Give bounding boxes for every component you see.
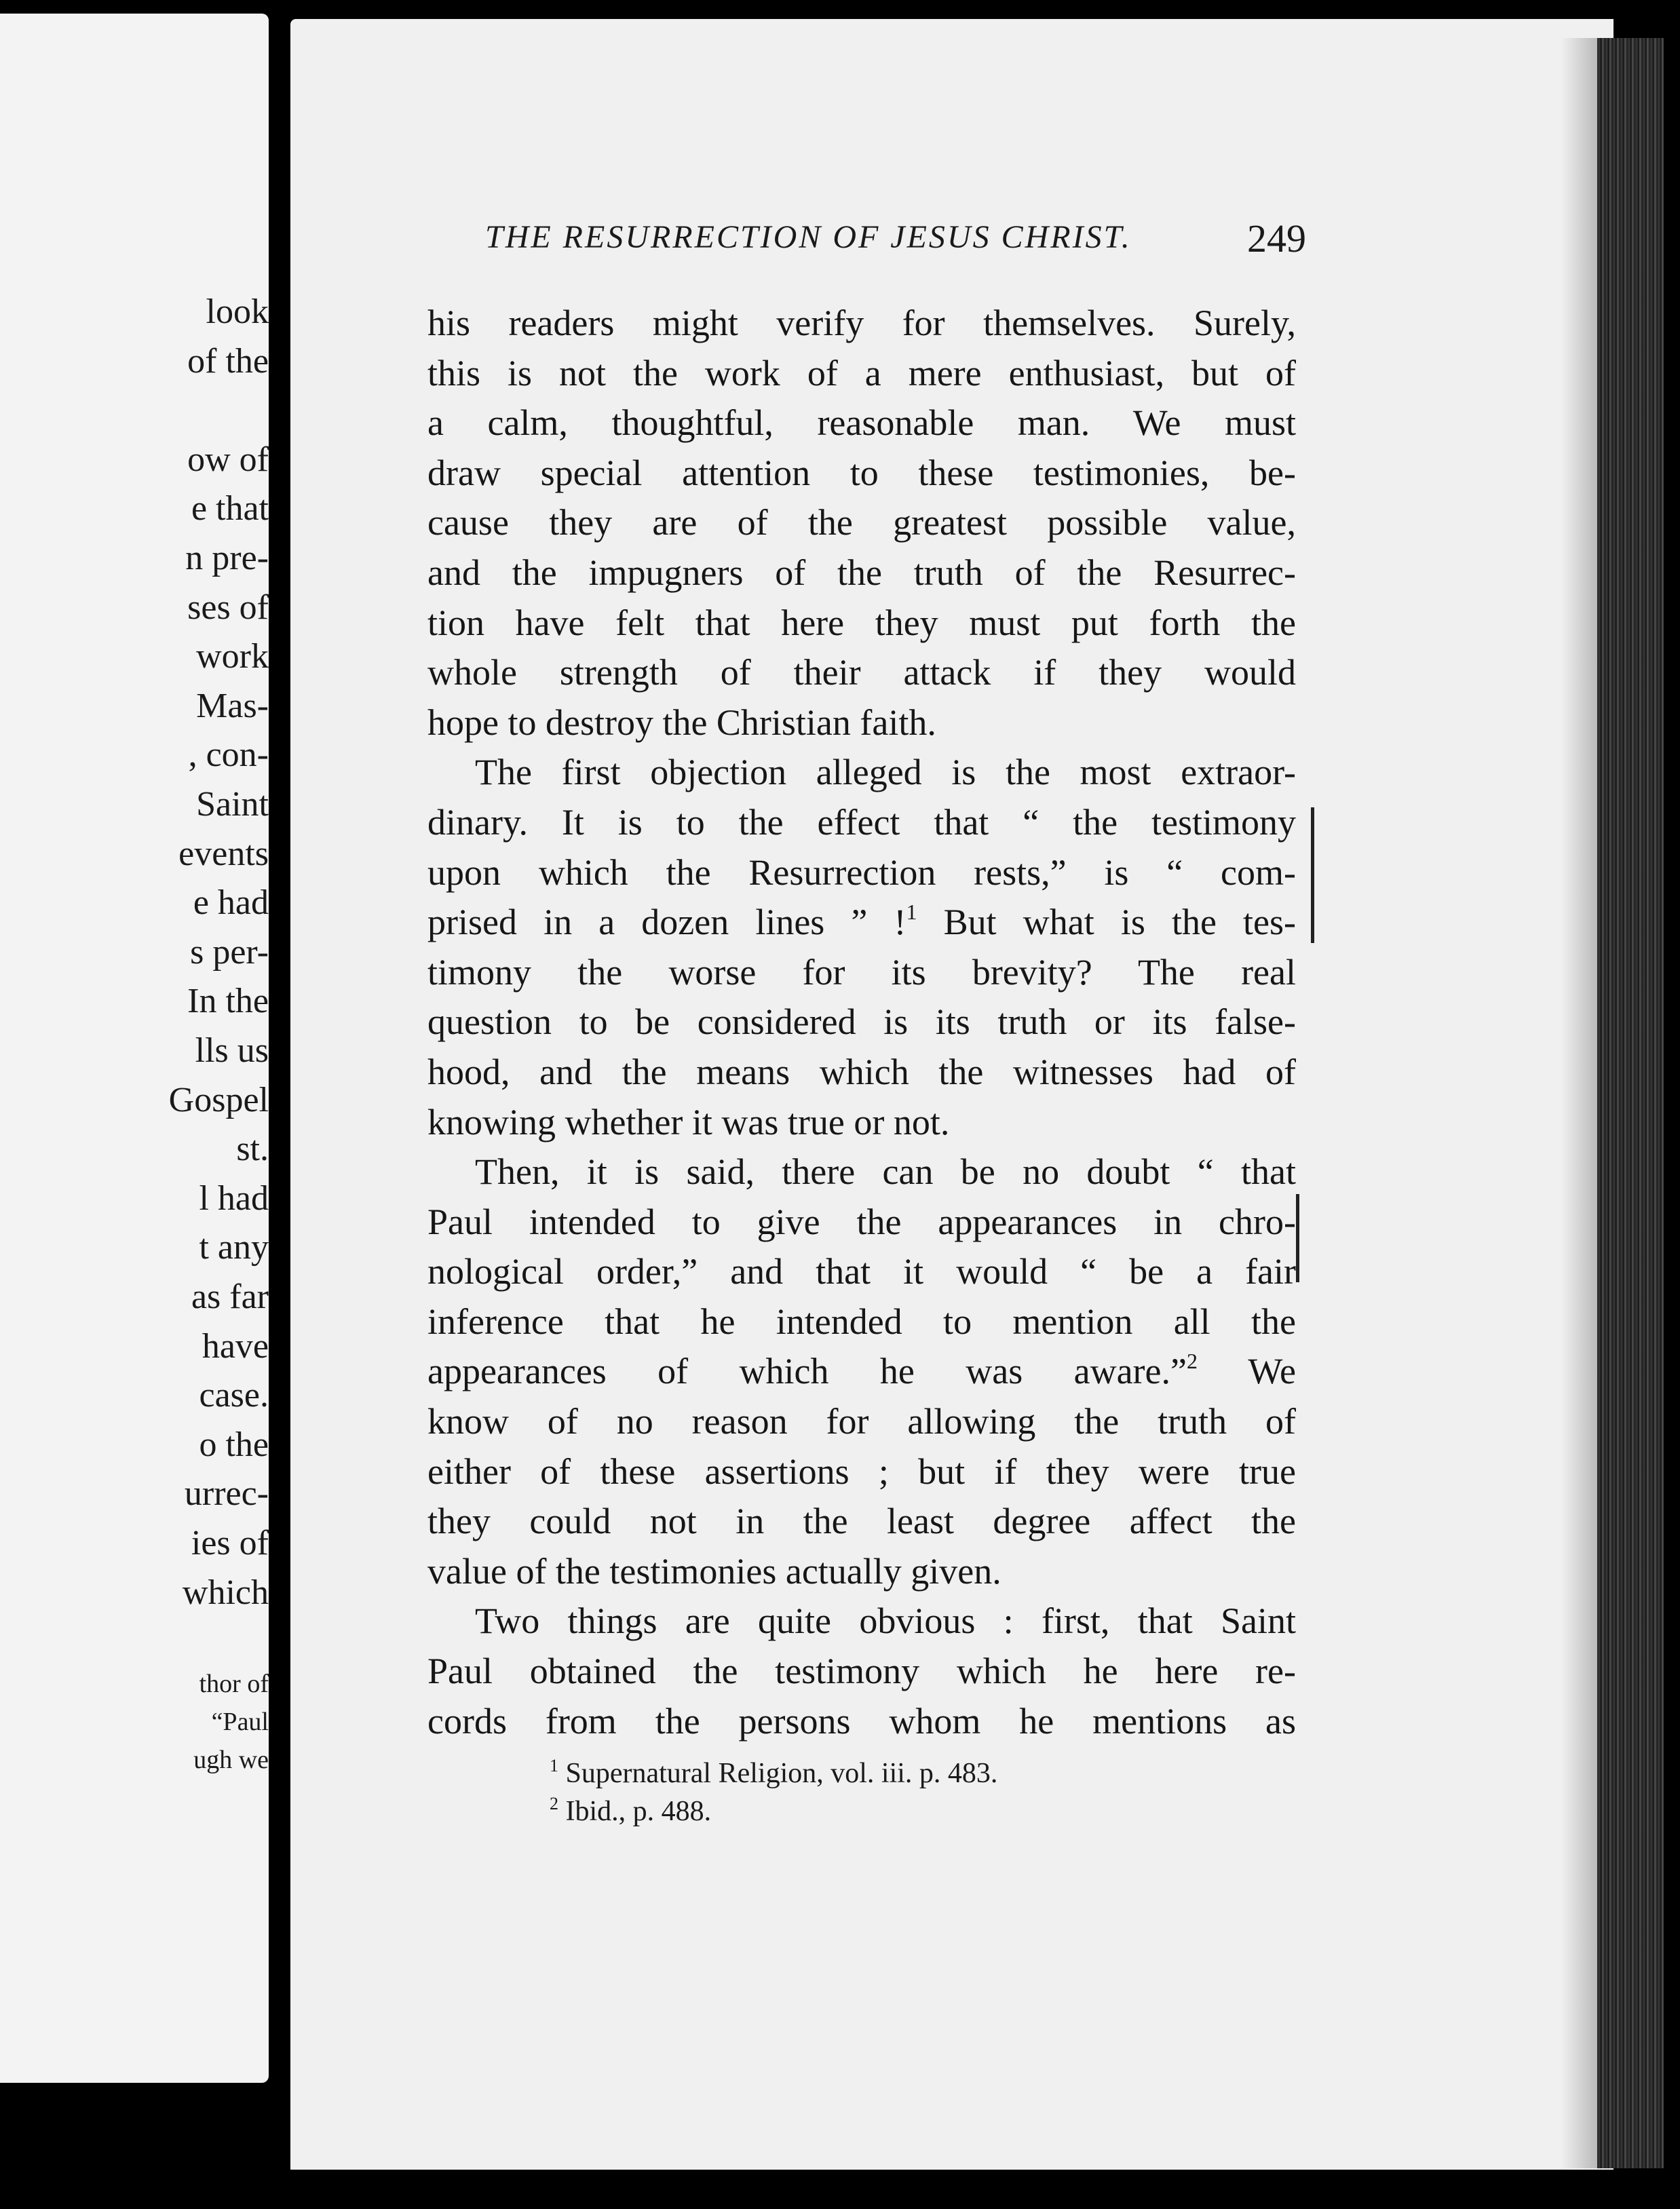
text-line: hope to destroy the Christian faith. [427,702,936,743]
facing-page-line: look [206,292,269,331]
facing-page-line: In the [187,982,269,1021]
text-line: know of no reason for allowing the truth of [427,1401,1296,1442]
text-line: Then, it is said, there can be no doubt “ that [475,1151,1296,1193]
text-segment: But what is the tes- [917,902,1297,943]
facing-page-footnote-line: “Paul [211,1708,269,1736]
footnote-ref: 2 [1186,1349,1198,1374]
footnote [550,1754,1296,1792]
facing-page-line: e had [193,883,269,923]
text-line-with-footnote [427,1347,1296,1397]
text-line: whole strength of their attack if they would [427,652,1296,693]
footnote-text: Supernatural Religion, vol. iii. p. 483. [565,1758,998,1789]
facing-page-line: Saint [196,785,269,824]
facing-page-line: urrec- [184,1474,269,1514]
text-line: this is not the work of a mere enthusiast, but of [427,352,1296,393]
text-line: tion have felt that here they must put forth the [427,602,1296,643]
facing-page-footnote-line: thor of [199,1670,269,1698]
facing-page-line: which [182,1573,269,1612]
facing-page-line: n pre- [185,539,269,577]
text-line: dinary. It is to the effect that “ the testimony [427,801,1296,843]
text-segment: prised in a dozen lines ” ! [427,902,906,943]
facing-page-line: of the [187,341,269,381]
facing-page-line: lls us [195,1031,269,1070]
text-line: hood, and the means which the witnesses had of [427,1051,1296,1092]
text-line: his readers might verify for themselves. Surely, [427,303,1296,343]
text-line: value of the testimonies actually given. [427,1550,1001,1592]
text-line: Paul obtained the testimony which he here re- [427,1651,1296,1692]
text-line: a calm, thoughtful, reasonable man. We must [427,402,1296,444]
text-line: draw special attention to these testimonies, be- [427,452,1296,493]
facing-page-line: events [178,834,269,873]
facing-page-line: case. [199,1376,269,1415]
text-line: either of these assertions ; but if they were true [427,1451,1296,1492]
facing-page-line: t any [199,1228,269,1267]
text-line-with-footnote [427,898,1296,948]
text-line: timony the worse for its brevity? The real [427,951,1296,993]
page-edges [1597,38,1664,2168]
text-line: they could not in the least degree affect the [427,1501,1296,1542]
facing-page-fragment [0,14,269,2083]
facing-page-line: e that [191,489,269,529]
footnotes [550,1754,1296,1830]
text-line: inference that he intended to mention all the [427,1301,1296,1342]
footnote [550,1792,1296,1830]
running-header [485,218,1306,273]
text-line: nological order,” and that it would “ be a fair [427,1251,1296,1292]
facing-page-line: ies of [191,1524,269,1562]
page-gutter-shadow [1561,38,1601,2168]
text-line: Paul intended to give the appearances in chro- [427,1201,1296,1242]
footnote-marker: 1 [550,1756,558,1775]
facing-page-line: l had [199,1178,269,1218]
facing-page-line: st. [236,1130,269,1169]
facing-page-line: Gospel [168,1080,269,1119]
facing-page-line: work [196,637,269,676]
text-line: and the impugners of the truth of the Resurrec- [427,552,1296,593]
text-line: question to be considered is its truth or its false- [427,1001,1296,1043]
margin-mark [1296,1194,1299,1282]
text-line: knowing whether it was true or not. [427,1101,950,1142]
margin-mark [1311,807,1314,943]
facing-page-line: o the [199,1425,269,1464]
facing-page-line: ow of [187,440,269,479]
footnote-marker: 2 [550,1794,558,1813]
facing-page-line: , con- [188,735,269,775]
body-text [427,299,1296,1746]
text-line: cause they are of the greatest possible value, [427,502,1296,543]
facing-page-footnote-line: ugh we [193,1746,269,1774]
facing-page-line: ses of [187,588,269,627]
facing-page-line: s per- [190,932,269,972]
text-line: The first objection alleged is the most extraor- [475,752,1296,793]
page-number: 249 [1247,216,1306,261]
text-segment: We [1197,1351,1296,1392]
footnote-text: Ibid., p. 488. [565,1796,712,1827]
running-title: THE RESURRECTION OF JESUS CHRIST. [485,219,1132,255]
footnote-ref: 1 [906,900,917,925]
facing-page-line: have [202,1326,269,1366]
text-line: cords from the persons whom he mentions as [427,1700,1296,1742]
text-segment: appearances of which he was aware.” [427,1351,1187,1392]
text-line: Two things are quite obvious : first, that Saint [475,1600,1296,1642]
text-line: upon which the Resurrection rests,” is “ com- [427,851,1296,893]
facing-page-line: Mas- [196,686,269,725]
facing-page-line: as far [191,1278,269,1316]
